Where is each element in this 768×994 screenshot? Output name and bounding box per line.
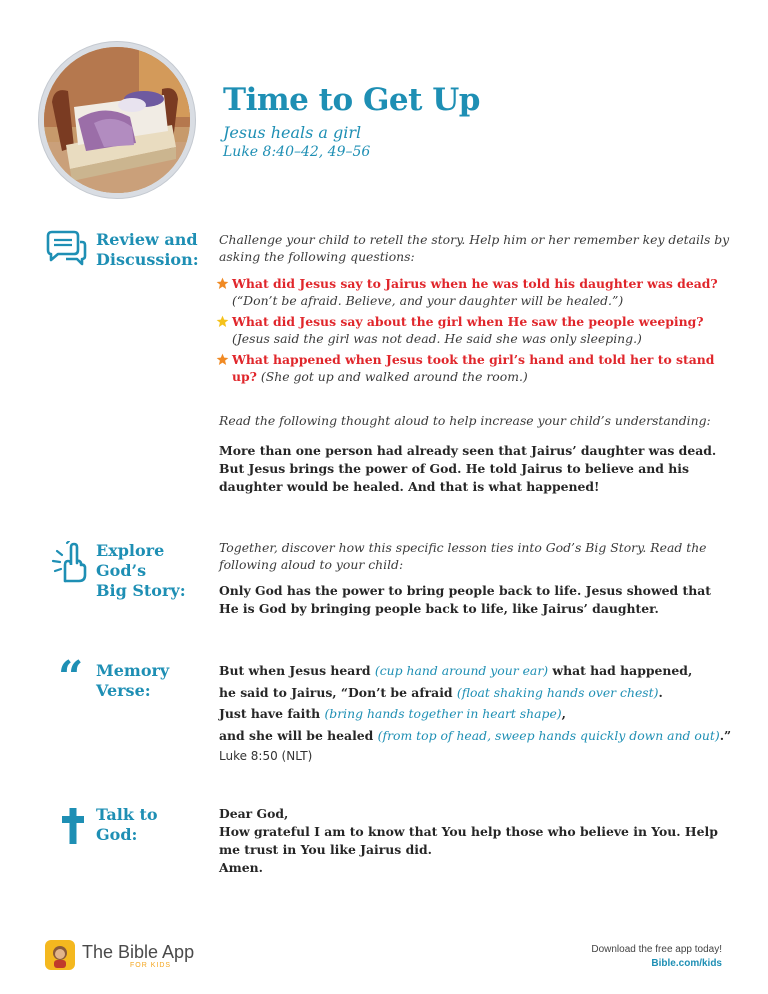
question-answer: (Jesus said the girl was not dead. He said she was only sleeping.) <box>232 331 642 346</box>
thought-text: More than one person had already seen that Jairus’ daughter was dead. But Jesus brings the power of God. He told Jairus to believe and his daughter would be healed. And that is what happened! <box>219 443 717 494</box>
explore-intro: Together, discover how this specific lesson ties into God’s Big Story. Read the following aloud to your child: <box>219 540 707 572</box>
story-illustration <box>44 47 190 193</box>
logo-subtext: FOR KIDS <box>130 962 172 969</box>
cross-icon <box>60 808 86 844</box>
review-title-line2: Discussion: <box>96 250 199 269</box>
download-text: Download the free app today! <box>591 944 722 955</box>
memory-section-title <box>96 661 208 701</box>
question-item <box>219 351 734 385</box>
star-icon <box>216 277 229 290</box>
logo-text: The Bible App <box>82 942 195 962</box>
memory-title-line1: Memory <box>96 661 170 680</box>
review-section-title <box>96 230 208 270</box>
prayer-body: How grateful I am to know that You help those who believe in You. Help me trust in You like Jairus did. <box>219 824 718 857</box>
question-item <box>219 313 734 347</box>
prayer <box>219 805 734 877</box>
page-subtitle: Jesus heals a girl <box>223 123 362 142</box>
question-item <box>219 275 734 309</box>
page-title: Time to Get Up <box>223 82 480 118</box>
verse-reference: Luke 8:50 (NLT) <box>219 749 313 764</box>
star-icon <box>216 315 229 328</box>
quote-icon: “ <box>58 652 84 703</box>
verse-text: But when Jesus heard <box>219 663 371 678</box>
verse-motion: (bring hands together in heart shape) <box>324 706 562 722</box>
question-text: What did Jesus say about the girl when He saw the people weeping? <box>232 314 704 329</box>
verse-text-after: . <box>658 684 663 700</box>
question-list <box>219 275 734 385</box>
verse-line <box>219 705 734 722</box>
verse-text-after: , <box>561 706 566 722</box>
verse-line <box>219 727 734 744</box>
review-intro: Challenge your child to retell the story. Help him or her remember key details by asking the following questions: <box>219 232 730 264</box>
bible-app-logo-icon <box>45 940 75 970</box>
verse-line <box>219 662 734 679</box>
explore-text: Only God has the power to bring people back to life. Jesus showed that He is God by bringing people back to life, like Jairus’ daughter. <box>219 583 711 616</box>
explore-section-title <box>96 541 208 601</box>
prayer-closing: Amen. <box>219 860 263 875</box>
explore-title-line2: Big Story: <box>96 581 186 600</box>
question-text: What happened when Jesus took the girl’s hand and told her to stand up? <box>232 352 715 384</box>
question-text: What did Jesus say to Jairus when he was told his daughter was dead? <box>232 276 718 291</box>
bed-illustration <box>44 47 190 193</box>
memory-verse <box>219 662 734 770</box>
question-answer: (She got up and walked around the room.) <box>260 369 528 384</box>
verse-motion: (from top of head, sweep hands quickly down and out) <box>377 727 720 743</box>
verse-text: he said to Jairus, “Don’t be afraid <box>219 684 453 700</box>
verse-text-after: what had happened, <box>548 663 693 678</box>
speech-bubbles-icon <box>44 228 88 272</box>
download-link[interactable]: Bible.com/kids <box>651 958 722 969</box>
prayer-greeting: Dear God, <box>219 806 289 821</box>
pointing-hand-icon <box>47 541 91 585</box>
verse-text: and she will be healed <box>219 727 374 743</box>
verse-motion: (float shaking hands over chest) <box>456 684 659 700</box>
question-answer: (“Don’t be afraid. Believe, and your daughter will be healed.”) <box>232 293 624 308</box>
verse-text: Just have faith <box>219 706 321 722</box>
talk-title-line1: Talk to <box>96 805 158 824</box>
memory-title-line2: Verse: <box>96 681 151 700</box>
talk-section-title <box>96 805 208 845</box>
verse-line <box>219 684 734 701</box>
talk-title-line2: God: <box>96 825 138 844</box>
star-icon <box>216 353 229 366</box>
verse-motion: (cup hand around your ear) <box>374 663 549 678</box>
verse-text-after: .” <box>719 727 732 743</box>
review-section-body <box>219 231 734 389</box>
thought-intro: Read the following thought aloud to help increase your child’s understanding: <box>219 413 711 428</box>
review-title-line1: Review and <box>96 230 198 249</box>
scripture-reference: Luke 8:40–42, 49–56 <box>223 144 371 160</box>
explore-title-line1: Explore God’s <box>96 541 165 580</box>
